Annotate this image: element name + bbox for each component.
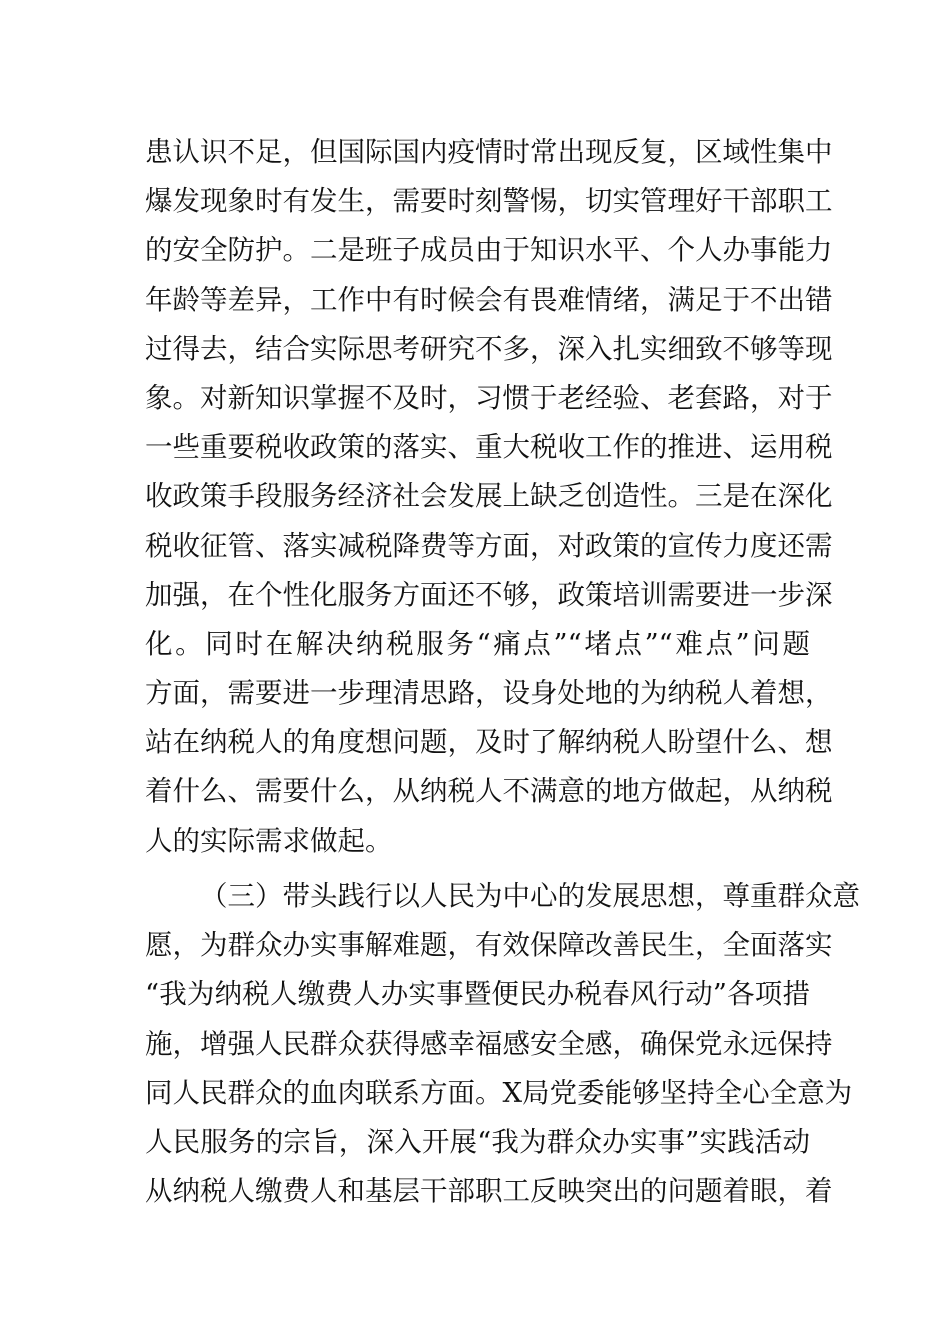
paragraph-line: 着什么、需要什么，从纳税人不满意的地方做起，从纳税 (145, 775, 833, 808)
paragraph-line: 从纳税人缴费人和基层干部职工反映突出的问题着眼，着 (145, 1175, 833, 1208)
paragraph-line: 的安全防护。二是班子成员由于知识水平、个人办事能力 (145, 234, 833, 267)
paragraph-line: 税收征管、落实减税降费等方面，对政策的宣传力度还需 (145, 529, 833, 562)
paragraph-line: 象。对新知识掌握不及时，习惯于老经验、老套路，对于 (145, 381, 833, 414)
paragraph-line: 方面，需要进一步理清思路，设身处地的为纳税人着想， (145, 677, 833, 710)
paragraph-line: 愿，为群众办实事解难题，有效保障改善民生，全面落实 (145, 929, 833, 962)
paragraph-1 (145, 128, 833, 866)
paragraph-line: 站在纳税人的角度想问题，及时了解纳税人盼望什么、想 (145, 726, 833, 759)
paragraph-line: 爆发现象时有发生，需要时刻警惕，切实管理好干部职工 (145, 185, 833, 218)
paragraph-line: （三）带头践行以人民为中心的发展思想，尊重群众意 (200, 880, 860, 912)
paragraph-line: 同人民群众的血肉联系方面。X局党委能够坚持全心全意为 (145, 1076, 853, 1109)
paragraph-line: 化。同时在解决纳税服务“痛点”“堵点”“难点”问题 (145, 627, 810, 660)
paragraph-line: 收政策手段服务经济社会发展上缺乏创造性。三是在深化 (145, 480, 833, 513)
paragraph-line: 患认识不足，但国际国内疫情时常出现反复，区域性集中 (145, 136, 833, 168)
paragraph-line: 年龄等差异，工作中有时候会有畏难情绪，满足于不出错 (145, 283, 833, 316)
paragraph-line: 人的实际需求做起。 (145, 824, 393, 857)
paragraph-line: 加强，在个性化服务方面还不够，政策培训需要进一步深 (145, 578, 833, 611)
paragraph-line: 人民服务的宗旨，深入开展“我为群众办实事”实践活动 (145, 1125, 810, 1158)
paragraph-line: 一些重要税收政策的落实、重大税收工作的推进、运用税 (145, 431, 833, 464)
paragraph-line: “我为纳税人缴费人办实事暨便民办税春风行动”各项措 (145, 978, 810, 1011)
paragraph-2 (145, 872, 860, 1216)
paragraph-line: 过得去，结合实际思考研究不多，深入扎实细致不够等现 (145, 332, 833, 365)
paragraph-line: 施，增强人民群众获得感幸福感安全感，确保党永远保持 (145, 1027, 833, 1060)
